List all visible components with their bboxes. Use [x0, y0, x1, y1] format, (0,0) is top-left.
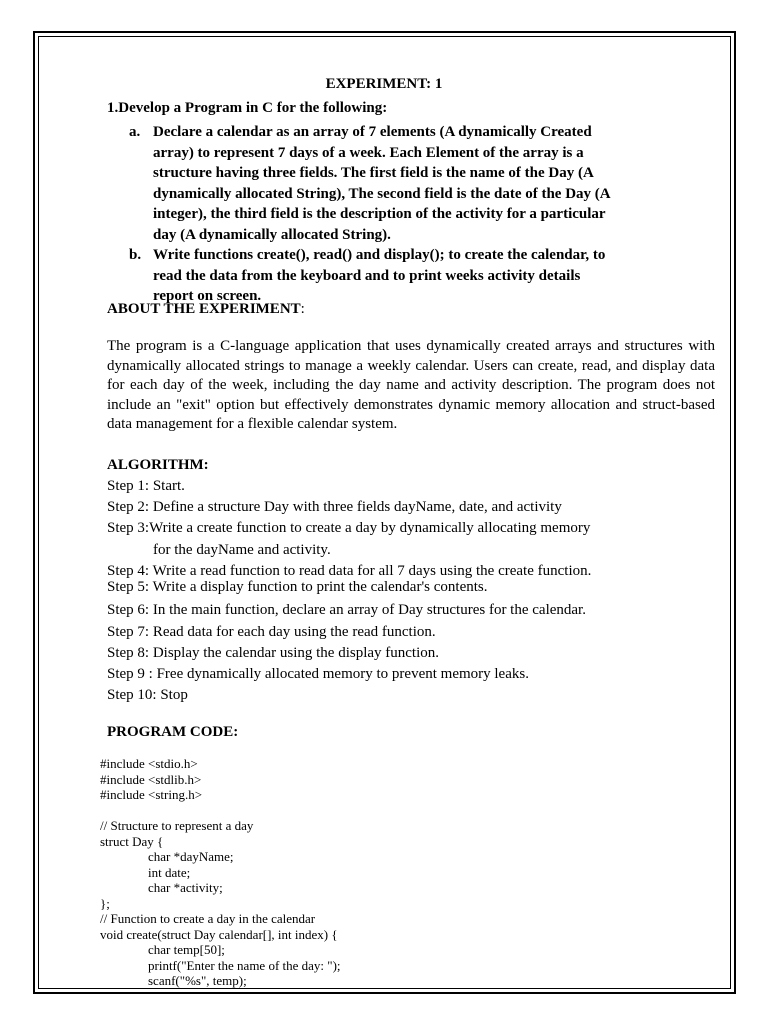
code-line: struct Day {	[100, 833, 164, 849]
code-line: char *dayName;	[148, 849, 234, 864]
algorithm-step: Step 5: Write a display function to print the calendar's contents.	[107, 579, 488, 595]
part-b-line: Write functions create(), read() and display(); to create the calendar, to	[153, 247, 606, 263]
code-line: #include <string.h>	[100, 787, 203, 802]
experiment-title: EXPERIMENT: 1	[325, 76, 443, 92]
about-paragraph: The program is a C-language application that uses dynamically created arrays and structures with dynamically allocated strings to manage a weekly calendar. Users can create, read, and display data for each day of the week, including the day name and activity description. The program does not include an "exit" option but effectively demonstrates dynamic memory allocation and struct-based data management for a flexible calendar system.	[107, 338, 715, 432]
algorithm-step: Step 8: Display the calendar using the display function.	[107, 645, 440, 661]
code-line: scanf("%s", temp);	[148, 973, 247, 988]
part-a-line: Declare a calendar as an array of 7 elements (A dynamically Created	[153, 124, 592, 140]
code-line: char *activity;	[148, 880, 223, 895]
code-line: #include <stdlib.h>	[100, 771, 202, 787]
code-line: void create(struct Day calendar[], int index) {	[100, 926, 338, 942]
algorithm-heading: ALGORITHM:	[107, 457, 209, 473]
about-heading	[107, 301, 305, 318]
algorithm-step: Step 4: Write a read function to read data for all 7 days using the create function.	[107, 563, 592, 579]
algorithm-step: Step 7: Read data for each day using the read function.	[107, 624, 436, 640]
part-a-line: structure having three fields. The first field is the name of the Day (A	[153, 165, 594, 181]
algorithm-step: Step 3:Write a create function to create a day by dynamically allocating memory	[107, 520, 591, 536]
question-number: 1.	[107, 100, 119, 116]
code-line: };	[100, 895, 110, 911]
algorithm-step: Step 6: In the main function, declare an array of Day structures for the calendar.	[107, 602, 586, 618]
part-b-line: report on screen.	[153, 288, 262, 304]
algorithm-step: Step 2: Define a structure Day with three fields dayName, date, and activity	[107, 499, 562, 515]
part-a-line: dynamically allocated String), The second field is the date of the Day (A	[153, 185, 611, 202]
code-line: printf("Enter the name of the day: ");	[148, 957, 341, 973]
code-line: char temp[50];	[148, 942, 225, 957]
part-b-letter: b.	[129, 247, 142, 263]
part-a-line: integer), the third field is the description of the activity for a particular	[153, 206, 606, 222]
part-b-line: read the data from the keyboard and to print weeks activity details	[153, 267, 581, 284]
code-line: #include <stdio.h>	[100, 756, 198, 771]
part-a-line: day (A dynamically allocated String).	[153, 226, 391, 243]
algorithm-step-continuation: for the dayName and activity.	[153, 542, 331, 558]
part-a-line: array) to represent 7 days of a week. Each Element of the array is a	[153, 144, 584, 161]
about-heading-text: ABOUT THE EXPERIMENT	[107, 301, 301, 317]
algorithm-step: Step 10: Stop	[107, 687, 188, 703]
program-code-heading: PROGRAM CODE:	[107, 724, 239, 740]
algorithm-step: Step 9 : Free dynamically allocated memory to prevent memory leaks.	[107, 666, 529, 682]
part-a-letter: a.	[129, 124, 141, 140]
question-text: Develop a Program in C for the following:	[118, 100, 388, 116]
about-heading-colon: :	[300, 301, 305, 317]
code-line: // Function to create a day in the calendar	[100, 911, 316, 926]
algorithm-step: Step 1: Start.	[107, 478, 185, 494]
code-line: int date;	[148, 864, 191, 880]
code-line: // Structure to represent a day	[100, 818, 254, 833]
question-heading	[107, 98, 387, 119]
